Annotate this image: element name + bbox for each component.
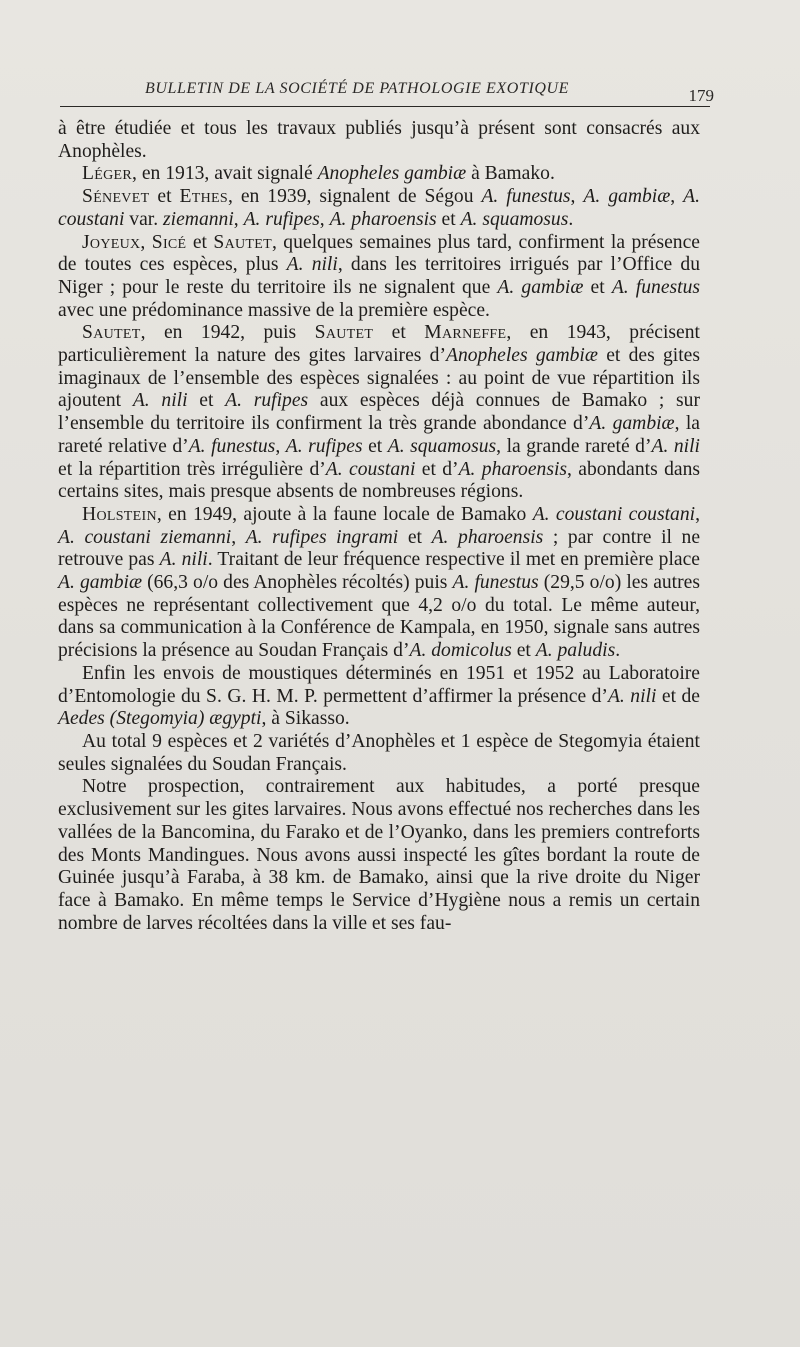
text-run: et la répartition très irrégulière d’: [58, 458, 326, 480]
text-run: et: [436, 208, 461, 230]
text-run: ,: [319, 208, 330, 230]
species-name: A. funestus: [188, 435, 276, 457]
species-name: A. nili: [286, 254, 338, 276]
paragraph: [58, 186, 700, 231]
text-run: , en 1939, signalent de Ségou: [227, 186, 482, 208]
text-run: aux espèces déjà connues de Bamako ; sur l’ensemble du territoire ils confirment la très grande abondance d’: [58, 390, 701, 435]
author-name: Sénevet: [82, 186, 150, 208]
species-name: A. rufipes: [243, 208, 320, 230]
text-run: , la grande rareté d’: [496, 435, 652, 457]
species-name: A. gambiæ: [583, 186, 671, 208]
text-run: et: [362, 435, 388, 457]
text-run: ,: [233, 208, 244, 230]
page-header: [60, 80, 714, 105]
text-run: , en 1942, puis: [140, 322, 315, 344]
text-run: et des gites imaginaux de l’ensemble des espèces signalées : au point de vue répartition ils ajoutent: [58, 345, 701, 412]
text-run: ,: [231, 526, 246, 548]
author-name: Holstein: [82, 503, 157, 525]
species-name: A. gambiæ: [589, 413, 675, 435]
text-run: Enfin les envois de moustiques déterminés en 1951 et 1952 au Laboratoire d’Entomologie du S. G. H. M. P. permettent d’affirmer la présence d’: [58, 662, 700, 707]
author-name: Léger: [82, 163, 133, 185]
text-run: , en 1943, précisent particulièrement la nature des gites larvaires d’: [58, 322, 700, 367]
species-name: A. nili: [607, 685, 657, 707]
text-run: , en 1949, ajoute à la faune locale de Bamako: [156, 503, 533, 525]
text-run: et: [398, 526, 432, 548]
text-run: ; par contre il ne retrouve pas: [58, 526, 701, 571]
author-name: Sautet: [213, 231, 272, 253]
text-run: , dans les territoires irrigués par l’Office du Niger ; pour le reste du territoire ils ne signalent que: [58, 254, 700, 298]
text-run: .: [615, 640, 621, 662]
paragraph: [58, 731, 700, 776]
paragraph: [58, 232, 700, 323]
paragraph: [58, 504, 700, 663]
species-name: A. coustani ziemanni: [58, 526, 232, 548]
text-run: et: [511, 640, 536, 662]
author-name: Marneffe: [424, 322, 507, 344]
species-name: A. coustani: [325, 458, 416, 480]
species-name: A. rufipes ingrami: [245, 526, 399, 548]
text-run: avec une prédominance massive de la première espèce.: [58, 299, 490, 321]
text-run: ,: [140, 231, 152, 253]
species-name: A. domicolus: [409, 640, 512, 662]
paragraph: [58, 322, 700, 504]
text-run: ,: [275, 435, 286, 457]
text-run: et de: [656, 685, 700, 707]
species-name: ziemanni: [163, 208, 234, 230]
species-name: Anopheles gambiæ: [445, 345, 598, 367]
species-name: A. pharoensis: [329, 208, 437, 230]
text-run: , à Sikasso.: [261, 708, 350, 730]
species-name: A. nili: [159, 549, 208, 571]
text-run: , la rareté relative d’: [58, 413, 700, 457]
text-run: ,: [670, 186, 684, 208]
text-run: et: [149, 186, 180, 208]
text-run: à Bamako.: [466, 163, 555, 185]
text-run: ,: [695, 503, 700, 525]
species-name: A. pharoensis: [458, 458, 568, 480]
species-name: A. nili: [132, 390, 188, 412]
species-name: A. funestus: [452, 572, 539, 594]
running-title: BULLETIN DE LA SOCIÉTÉ DE PATHOLOGIE EXOTIQUE: [145, 80, 570, 97]
species-name: A. pharoensis: [431, 526, 544, 548]
species-name: A. rufipes: [225, 390, 309, 412]
species-name: A. gambiæ: [58, 572, 143, 594]
text-run: Notre prospection, contrairement aux habitudes, a porté presque exclusivement sur les gites larvaires. Nous avons effectué nos recherches dans les vallées de la Bancomina, du Farako et de l’Oyanko, dans les premiers contreforts des Monts Mandingues. Nous avons aussi inspecté les gîtes bordant la route de Guinée jusqu’à Faraba, à 38 km. de Bamako, ainsi que la rive droite du Niger face à Bamako. En même temps le Service d’Hygiène nous a remis un certain nombre de larves récoltées dans la ville et ses fau-: [58, 776, 700, 934]
paragraph: [58, 118, 700, 163]
article-body: [58, 118, 700, 935]
text-run: et: [187, 390, 226, 412]
page-number: 179: [688, 86, 714, 105]
species-name: A. coustani: [58, 186, 701, 230]
text-run: .: [568, 208, 574, 230]
text-run: ,: [570, 186, 584, 208]
text-run: et d’: [415, 458, 459, 480]
text-run: et: [583, 276, 612, 298]
text-run: , quelques semaines plus tard, confirment la présence de toutes ces espèces, plus: [58, 231, 700, 276]
author-name: Sicé: [151, 231, 187, 253]
author-name: Sautet: [314, 322, 374, 344]
header-rule: [60, 106, 710, 107]
text-run: , abondants dans certains sites, mais presque absents de nombreuses régions.: [58, 458, 700, 503]
species-name: A. squamosus: [387, 435, 497, 457]
text-run: et: [373, 322, 425, 344]
species-name: A. rufipes: [285, 435, 363, 457]
paragraph: [58, 776, 700, 935]
author-name: Ethes: [179, 186, 228, 208]
species-name: Anopheles gambiæ: [317, 163, 467, 185]
text-run: (66,3 o/o des Anophèles récoltés) puis: [142, 572, 453, 594]
author-name: Sautet: [82, 322, 141, 344]
paragraph: [58, 663, 700, 731]
species-name: A. coustani coustani: [532, 503, 696, 525]
text-run: (29,5 o/o) les autres espèces ne représentant collectivement que 4,2 o/o du total. Le même auteur, dans sa communication à la Conférence de Kampala, en 1950, signale sans autres précisions la présence au Soudan Français d’: [58, 572, 700, 662]
species-name: A. squamosus: [460, 208, 569, 230]
text-run: à être étudiée et tous les travaux publiés jusqu’à présent sont consacrés aux Anophèles.: [58, 118, 700, 162]
species-name: A. nili: [651, 435, 700, 457]
text-run: Au total 9 espèces et 2 variétés d’Anophèles et 1 espèce de Stegomyia étaient seules signalées du Soudan Français.: [58, 730, 700, 775]
text-run: . Traitant de leur fréquence respective il met en première place: [207, 549, 700, 571]
species-name: Aedes (Stegomyia) ægypti: [58, 708, 262, 730]
text-run: var.: [124, 208, 164, 230]
text-run: , en 1913, avait signalé: [132, 163, 318, 185]
paragraph: [58, 163, 700, 186]
species-name: A. paludis: [535, 640, 616, 662]
species-name: A. funestus: [481, 186, 571, 208]
species-name: A. funestus: [611, 276, 701, 298]
species-name: A. gambiæ: [497, 276, 584, 298]
text-run: et: [186, 231, 214, 253]
author-name: Joyeux: [82, 231, 141, 253]
